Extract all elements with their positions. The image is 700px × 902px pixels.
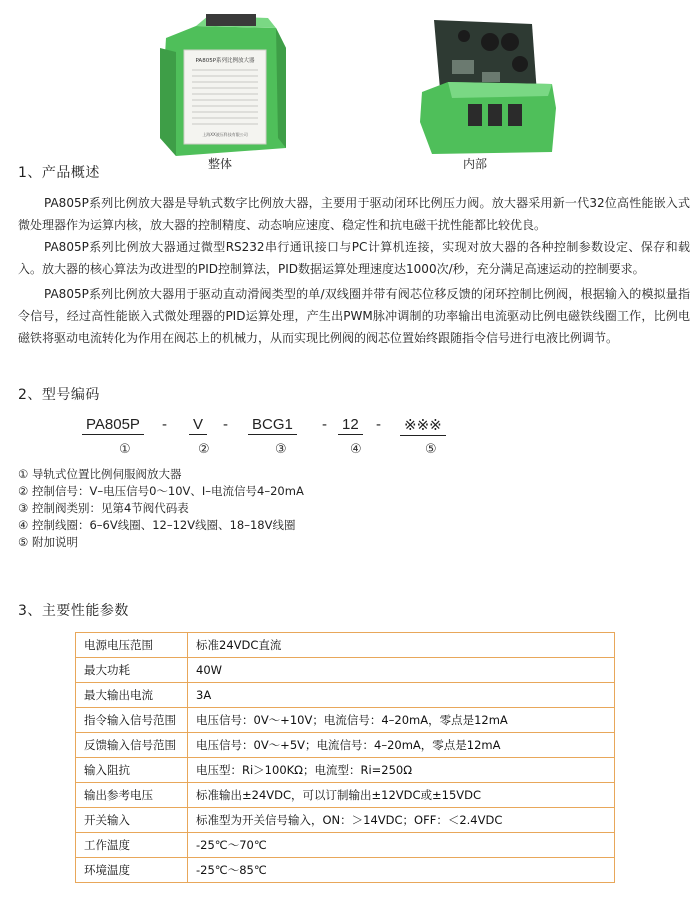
spec-key: 环境温度 <box>76 858 188 883</box>
code-marker-5: ⑤ <box>425 442 437 457</box>
model-code-valve: BCG1 <box>248 416 297 435</box>
overview-paragraph-3: PA805P系列比例放大器用于驱动直动滑阀类型的单/双线圈并带有阀芯位移反馈的闭环控制比例阀，根据输入的模拟量指令信号，经过高性能嵌入式微处理器的PID运算处理，产生出PWM脉冲调制的功率输出电流驱动比例电磁铁线圈工作，比例电磁铁将驱动电流转化为作用在阀芯上的机械力，从而实现比例阀的阀芯位置始终跟随指令信号进行电液比例调节。 <box>18 287 690 345</box>
front-label-panel <box>184 50 266 144</box>
model-code-series: PA805P <box>82 416 144 435</box>
spec-value: 电压型：Ri＞100KΩ；电流型：Ri=250Ω <box>188 758 615 783</box>
code-marker-3: ③ <box>275 442 287 457</box>
spec-value: -25℃～70℃ <box>188 833 615 858</box>
spec-value: 3A <box>188 683 615 708</box>
overview-paragraph-2: PA805P系列比例放大器通过微型RS232串行通讯接口与PC计算机连接，实现对放大器的各种控制参数设定、保存和载入。放大器的核心算法为改进型的PID控制算法，PID数据运算处理速度达1000次/秒，充分满足高速运动的控制要求。 <box>18 240 690 276</box>
spec-value: 标准输出±24VDC，可以订制输出±12VDC或±15VDC <box>188 783 615 808</box>
spec-key: 最大输出电流 <box>76 683 188 708</box>
model-code-signal: V <box>189 416 207 435</box>
spec-value: 标准24VDC直流 <box>188 633 615 658</box>
model-code-coil: 12 <box>338 416 363 435</box>
code-marker-2: ② <box>198 442 210 457</box>
spec-value: 40W <box>188 658 615 683</box>
spec-key: 指令输入信号范围 <box>76 708 188 733</box>
spec-key: 反馈输入信号范围 <box>76 733 188 758</box>
table-row <box>76 808 615 833</box>
code-definition-item: ③ 控制阀类别：见第4节阀代码表 <box>18 501 189 515</box>
spec-value: 标准型为开关信号输入，ON：＞14VDC；OFF：＜2.4VDC <box>188 808 615 833</box>
table-row <box>76 658 615 683</box>
code-marker-4: ④ <box>350 442 362 457</box>
internal-photo-label: 内部 <box>462 157 487 171</box>
spec-value: 电压信号：0V～+5V；电流信号：4–20mA，零点是12mA <box>188 733 615 758</box>
spec-value: 电压信号：0V～+10V；电流信号：4–20mA，零点是12mA <box>188 708 615 733</box>
spec-table <box>75 632 615 883</box>
spec-key: 输出参考电压 <box>76 783 188 808</box>
table-row <box>76 833 615 858</box>
section-3-title: 3、主要性能参数 <box>18 603 129 619</box>
code-definition-item: ④ 控制线圈：6–6V线圈、12–12V线圈、18–18V线圈 <box>18 518 296 532</box>
model-code-dash: - <box>223 416 228 433</box>
spec-key: 工作温度 <box>76 833 188 858</box>
spec-key: 电源电压范围 <box>76 633 188 658</box>
table-row <box>76 758 615 783</box>
code-definition-item: ⑤ 附加说明 <box>18 535 78 549</box>
spec-key: 最大功耗 <box>76 658 188 683</box>
model-code-dash: - <box>162 416 167 433</box>
overview-paragraph-1: PA805P系列比例放大器是导轨式数字比例放大器，主要用于驱动闭环比例压力阀。放大器采用新一代32位高性能嵌入式微处理器作为运算内核，放大器的控制精度、动态响应速度、稳定性和抗电磁干扰性能都比较优良。 <box>18 196 690 232</box>
code-definitions <box>18 466 304 551</box>
model-code-dash: - <box>376 416 381 433</box>
spec-key: 输入阻抗 <box>76 758 188 783</box>
table-row <box>76 783 615 808</box>
table-row <box>76 708 615 733</box>
overall-photo-label: 整体 <box>207 157 232 171</box>
section-1-title: 1、产品概述 <box>18 165 100 181</box>
overall-product-photo <box>148 8 298 158</box>
internal-product-photo <box>412 12 562 158</box>
code-definition-item: ① 导轨式位置比例伺服阀放大器 <box>18 467 182 481</box>
table-row <box>76 683 615 708</box>
panel-footer: 上海XX液压科技有限公司 <box>202 132 248 137</box>
spec-value: -25℃～85℃ <box>188 858 615 883</box>
code-marker-1: ① <box>119 442 131 457</box>
model-code-extra: ※※※ <box>400 416 446 436</box>
spec-key: 开关输入 <box>76 808 188 833</box>
table-row <box>76 633 615 658</box>
section-2-title: 2、型号编码 <box>18 387 100 403</box>
table-row <box>76 858 615 883</box>
panel-title: PA805P系列比例放大器 <box>195 58 255 64</box>
model-code-dash: - <box>322 416 327 433</box>
table-row <box>76 733 615 758</box>
code-definition-item: ② 控制信号：V–电压信号0～10V、I–电流信号4–20mA <box>18 484 304 498</box>
